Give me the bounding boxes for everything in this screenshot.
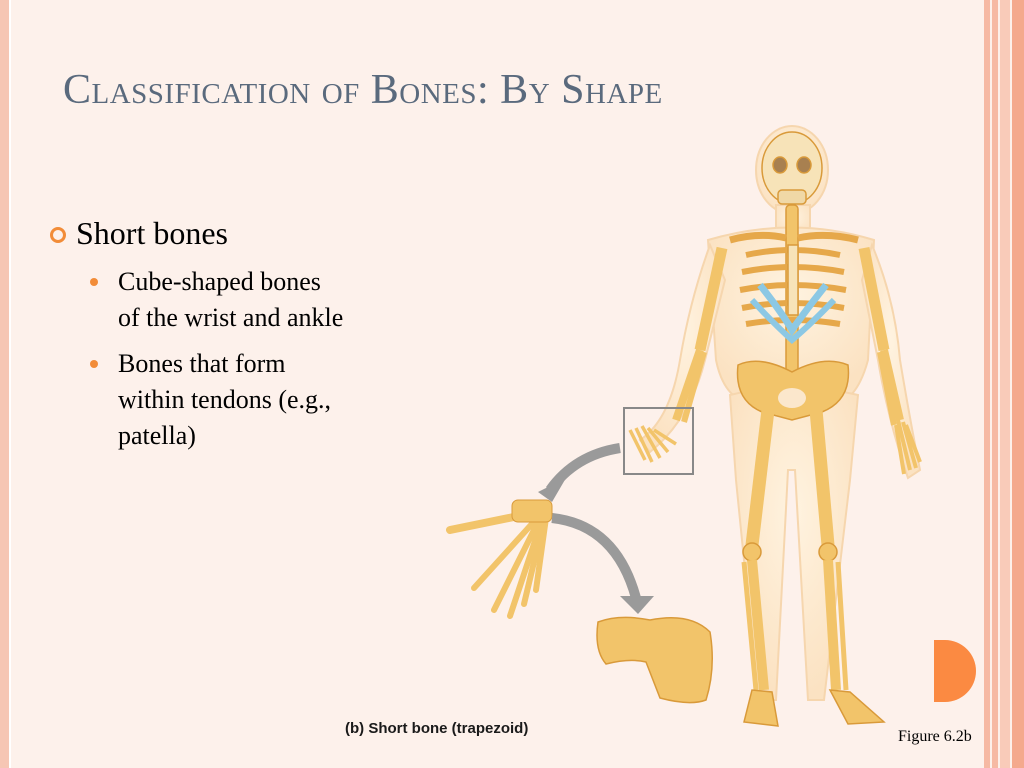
right-border-stripes <box>984 0 1024 768</box>
bullet-list <box>44 212 364 454</box>
skeleton-figure <box>430 120 990 760</box>
hand-right <box>896 420 920 474</box>
dot-bullet-icon <box>90 278 98 286</box>
trapezoid-bone <box>597 617 712 702</box>
left-border-stripe <box>0 0 9 768</box>
figure-reference: Figure 6.2b <box>898 728 972 745</box>
arrow-to-bone <box>552 518 636 598</box>
circle-bullet-icon <box>50 227 66 243</box>
bullet-level1 <box>44 212 364 254</box>
foot-left <box>744 690 778 726</box>
bullet-short-bones: Short bones <box>76 215 228 251</box>
dot-bullet-icon <box>90 360 98 368</box>
sub-bullet <box>44 346 348 454</box>
sub-bullet <box>44 264 348 336</box>
figure-caption: (b) Short bone (trapezoid) <box>345 720 529 737</box>
foot-right <box>830 690 884 724</box>
sub-bullet-text-2: Bones that form within tendons (e.g., patella) <box>118 349 332 450</box>
sub-bullet-text-1: Cube-shaped bones of the wrist and ankle <box>118 267 344 332</box>
slide-title: Classification of Bones: By Shape <box>63 67 663 113</box>
hand-large <box>450 500 552 616</box>
